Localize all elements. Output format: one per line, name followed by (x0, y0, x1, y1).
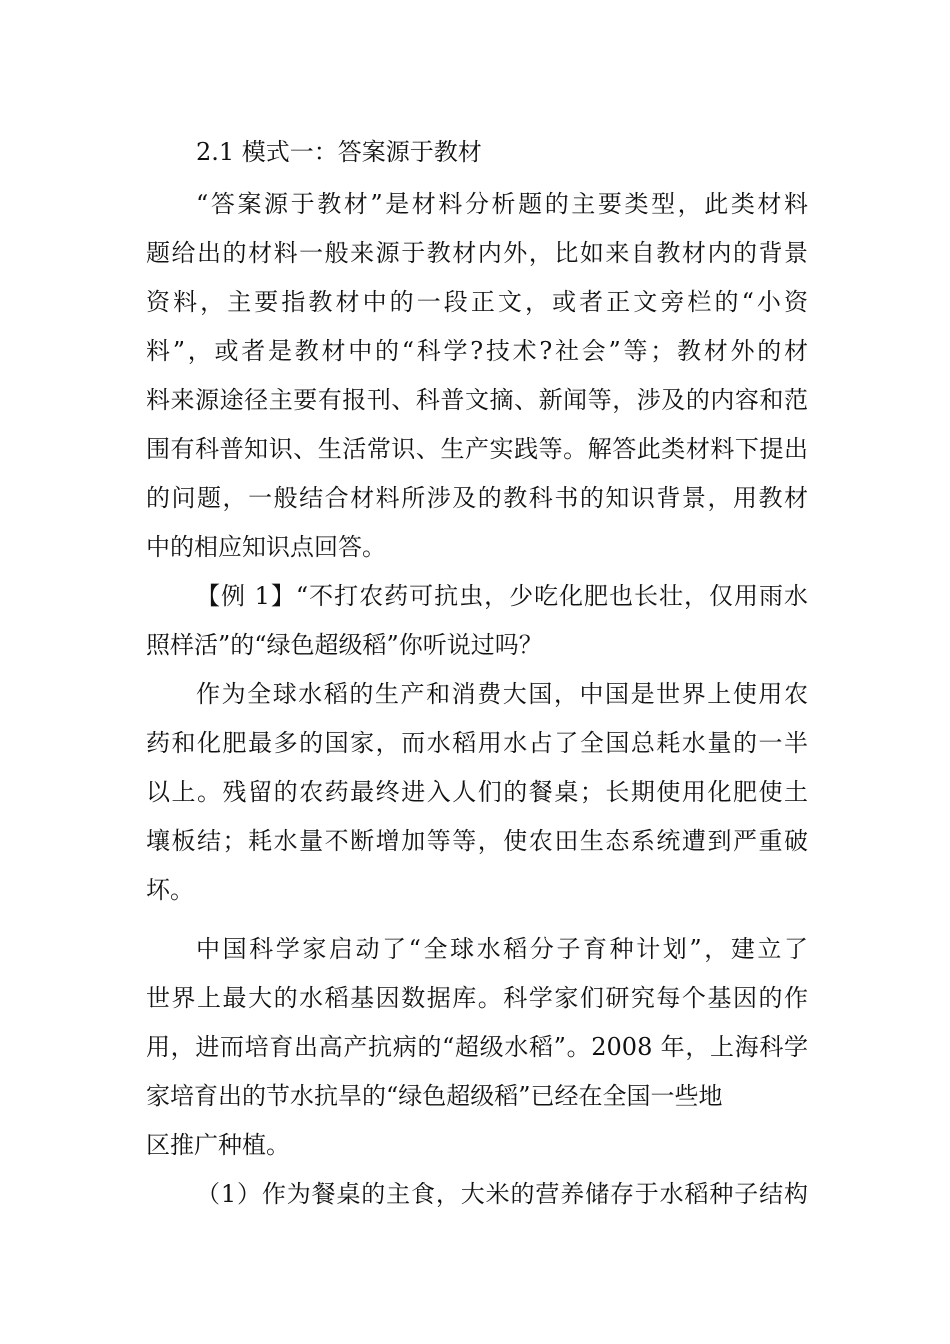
paragraph-gap (146, 915, 808, 925)
text-line: 中国科学家启动了“全球水稻分子育种计划”，建立了 (196, 935, 808, 963)
text-line: 坏。 (146, 876, 194, 904)
text-line: 围有科普知识、生活常识、生产实践等。解答此类材料下提出 (146, 435, 808, 463)
text-line: 家培育出的节水抗旱的“绿色超级稻”已经在全国一些地 (146, 1082, 723, 1110)
text-line: 区推广种植。 (146, 1131, 290, 1159)
text-line: 【例 1】“不打农药可抗虫，少吃化肥也长壮，仅用雨水 (196, 582, 808, 610)
paragraph-intro (146, 180, 808, 572)
paragraph-question-1 (146, 1170, 808, 1219)
paragraph-rice-project (146, 925, 808, 1170)
document-body (146, 128, 808, 1219)
text-line: 照样活”的“绿色超级稻”你听说过吗？ (146, 631, 543, 659)
text-line: 壤板结；耗水量不断增加等等，使农田生态系统遭到严重破 (146, 827, 808, 855)
text-line: 以上。残留的农药最终进入人们的餐桌；长期使用化肥使土 (146, 778, 808, 806)
text-line: 题给出的材料一般来源于教材内外，比如来自教材内的背景 (146, 239, 808, 267)
text-line: 资料，主要指教材中的一段正文，或者正文旁栏的“小资 (146, 288, 808, 316)
text-line: 作为全球水稻的生产和消费大国，中国是世界上使用农 (196, 680, 808, 708)
paragraph-rice-problem (146, 670, 808, 915)
text-line: 中的相应知识点回答。 (146, 533, 386, 561)
text-line: 世界上最大的水稻基因数据库。科学家们研究每个基因的作 (146, 984, 808, 1012)
text-line: 用，进而培育出高产抗病的“超级水稻”。2008 年，上海科学 (146, 1033, 808, 1061)
text-line: 料来源途径主要有报刊、科普文摘、新闻等，涉及的内容和范 (146, 386, 808, 414)
text-line: 药和化肥最多的国家，而水稻用水占了全国总耗水量的一半 (146, 729, 808, 757)
text-line: 料”，或者是教材中的“科学?技术?社会”等；教材外的材 (146, 337, 808, 365)
text-line: 的问题，一般结合材料所涉及的教科书的知识背景，用教材 (146, 484, 808, 512)
paragraph-example-1 (146, 572, 808, 670)
text-line: “答案源于教材”是材料分析题的主要类型，此类材料 (196, 190, 808, 218)
section-heading: 2.1 模式一：答案源于教材 (196, 138, 482, 166)
text-line: （1）作为餐桌的主食，大米的营养储存于水稻种子结构 (196, 1180, 808, 1208)
